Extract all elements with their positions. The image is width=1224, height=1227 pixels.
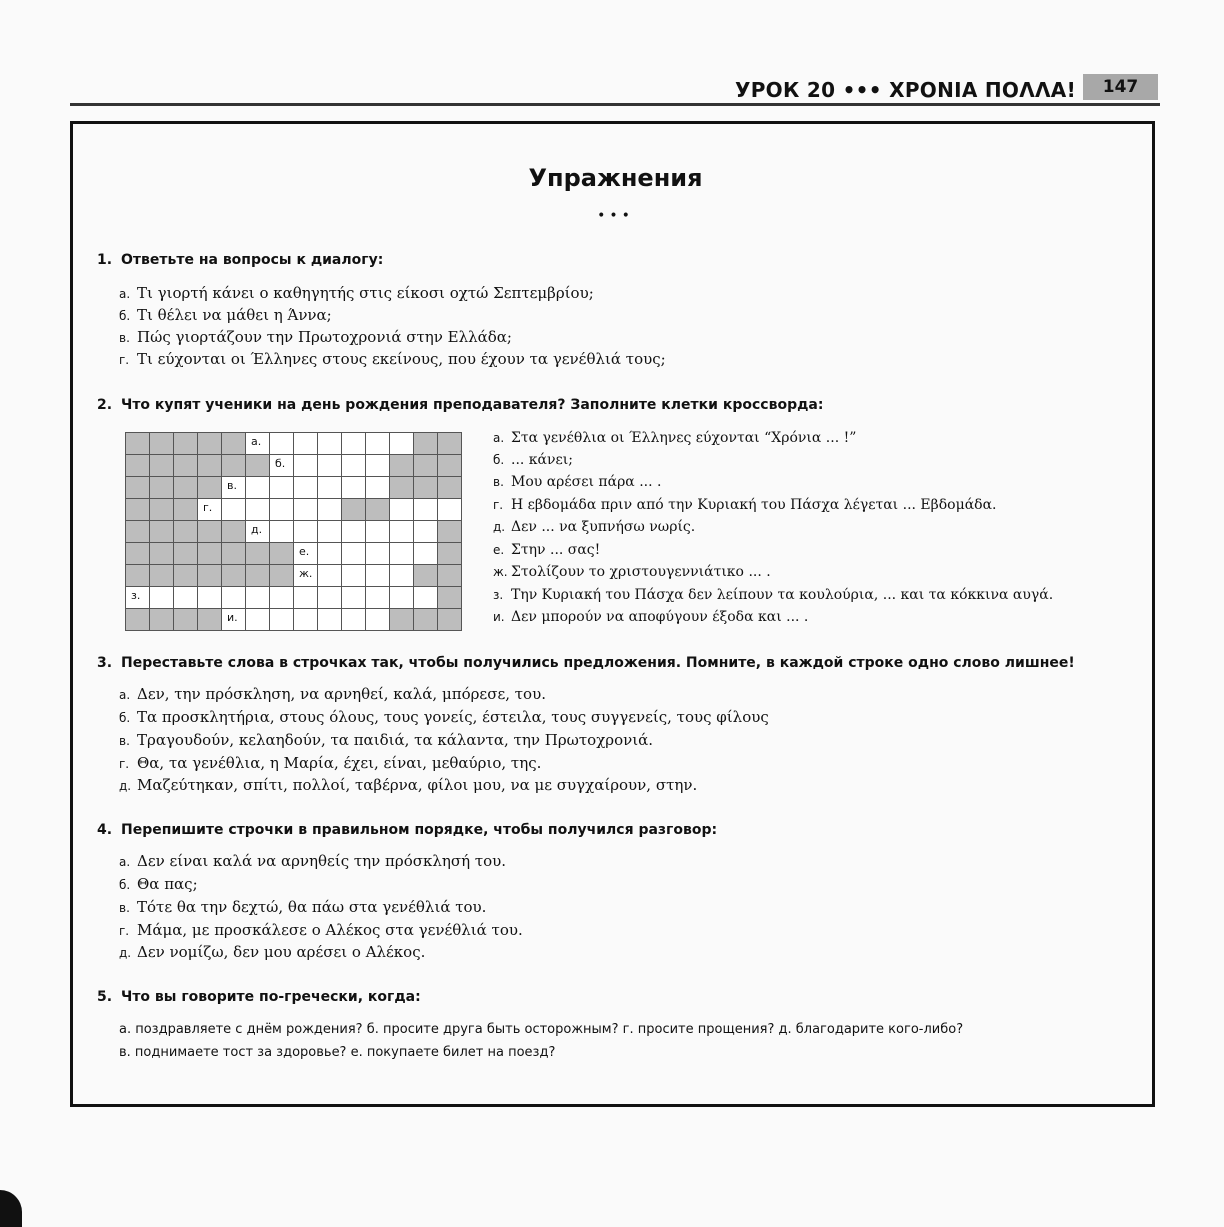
ex5-heading bbox=[97, 989, 421, 1005]
ex2-heading bbox=[97, 397, 823, 413]
crossword-cell[interactable]: д. bbox=[246, 521, 270, 543]
clue-item: и. Δεν μπορούν να αποφύγουν έξοδα και ... . bbox=[493, 609, 809, 625]
exercise-box bbox=[70, 121, 1155, 1107]
ex4-item: в. Τότε θα την δεχτώ, θα πάω στα γενέθλιά του. bbox=[119, 898, 487, 916]
ex2-title: Что купят ученики на день рождения преподавателя? Заполните клетки кроссворда: bbox=[121, 397, 824, 413]
crossword-grid bbox=[125, 432, 462, 631]
ex4-heading bbox=[97, 822, 717, 838]
crossword-row bbox=[126, 587, 462, 609]
page-corner-shadow bbox=[0, 1190, 22, 1227]
ex1-item: б. Τι θέλει να μάθει η Άννα; bbox=[119, 306, 332, 324]
clue-item: г. Η εβδομάδα πριν από την Κυριακή του Πάσχα λέγεται ... Εβδομάδα. bbox=[493, 497, 997, 513]
ex3-heading bbox=[97, 655, 1075, 671]
ex4-title: Перепишите строчки в правильном порядке, чтобы получился разговор: bbox=[121, 822, 718, 838]
clue-item: з. Την Κυριακή του Πάσχα δεν λείπουν τα κουλούρια, ... και τα κόκκινα αυγά. bbox=[493, 587, 1054, 603]
ex5-number: 5. bbox=[97, 989, 113, 1005]
header-rule bbox=[70, 103, 1160, 106]
crossword-cell[interactable]: б. bbox=[270, 455, 294, 477]
crossword-row bbox=[126, 433, 462, 455]
ex4-item: а. Δεν είναι καλά να αρνηθείς την πρόσκλησή του. bbox=[119, 852, 507, 870]
ex3-item: а. Δεν, την πρόσκληση, να αρνηθεί, καλά, μπόρεσε, του. bbox=[119, 685, 546, 703]
ex5-title: Что вы говорите по-гречески, когда: bbox=[121, 989, 421, 1005]
ex4-number: 4. bbox=[97, 822, 113, 838]
clue-item: а. Στα γενέθλια οι Έλληνες εύχονται “Χρόνια ... !” bbox=[493, 430, 857, 446]
ex3-item: б. Τα προσκλητήρια, στους όλους, τους γονείς, έστειλα, τους συγγενείς, τους φίλους bbox=[119, 708, 769, 726]
ex1-title: Ответьте на вопросы к диалогу: bbox=[121, 252, 384, 268]
crossword-cell[interactable]: е. bbox=[294, 543, 318, 565]
crossword-row bbox=[126, 543, 462, 565]
ex1-number: 1. bbox=[97, 252, 113, 268]
lesson-title: УРОК 20 ••• ΧΡΟΝΙΑ ΠΟΛΛΑ! bbox=[735, 78, 1076, 102]
crossword-row bbox=[126, 455, 462, 477]
page-number: 147 bbox=[1083, 74, 1158, 100]
ex4-item: б. Θα πας; bbox=[119, 875, 198, 893]
ex3-title: Переставьте слова в строчках так, чтобы получились предложения. Помните, в каждой строке одно слово лишнее! bbox=[121, 655, 1075, 671]
ex5-line: в. поднимаете тост за здоровье? е. покупаете билет на поезд? bbox=[119, 1045, 556, 1060]
ex4-item: д. Δεν νομίζω, δεν μου αρέσει ο Αλέκος. bbox=[119, 943, 426, 961]
crossword-row bbox=[126, 499, 462, 521]
ex3-item: г. Θα, τα γενέθλια, η Μαρία, έχει, είναι, μεθαύριο, της. bbox=[119, 754, 542, 772]
ex3-item: д. Μαζεύτηκαν, σπίτι, πολλοί, ταβέρνα, φίλοι μου, να με συγχαίρουν, στην. bbox=[119, 776, 698, 794]
crossword-row bbox=[126, 565, 462, 587]
crossword-cell[interactable]: и. bbox=[222, 609, 246, 631]
ex4-item: г. Μάμα, με προσκάλεσε ο Αλέκος στα γενέθλιά του. bbox=[119, 921, 523, 939]
clue-item: ж. Στολίζουν το χριστουγεννιάτικο ... . bbox=[493, 564, 771, 580]
clue-item: в. Μου αρέσει πάρα ... . bbox=[493, 474, 662, 490]
ex3-item: в. Τραγουδούν, κελαηδούν, τα παιδιά, τα κάλαντα, την Πρωτοχρονιά. bbox=[119, 731, 654, 749]
clue-item: е. Στην ... σας! bbox=[493, 542, 601, 558]
crossword-cell[interactable]: з. bbox=[126, 587, 150, 609]
crossword-cell[interactable]: ж. bbox=[294, 565, 318, 587]
section-dots: ••• bbox=[597, 208, 634, 224]
ex1-item: в. Πώς γιορτάζουν την Πρωτοχρονιά στην Ελλάδα; bbox=[119, 328, 512, 346]
ex1-item: г. Τι εύχονται οι Έλληνες στους εκείνους, που έχουν τα γενέθλιά τους; bbox=[119, 350, 666, 368]
clue-item: д. Δεν ... να ξυπνήσω νωρίς. bbox=[493, 519, 696, 535]
clue-item: б. ... κάνει; bbox=[493, 452, 573, 468]
ex1-heading bbox=[97, 252, 383, 268]
crossword-row bbox=[126, 609, 462, 631]
crossword-cell[interactable]: в. bbox=[222, 477, 246, 499]
ex2-number: 2. bbox=[97, 397, 113, 413]
section-title: Упражнения bbox=[528, 164, 703, 192]
ex5-line: а. поздравляете с днём рождения? б. просите друга быть осторожным? г. просите прощения? д. благодарите кого-либо? bbox=[119, 1022, 964, 1037]
ex3-number: 3. bbox=[97, 655, 113, 671]
crossword-row bbox=[126, 477, 462, 499]
crossword-cell[interactable]: а. bbox=[246, 433, 270, 455]
page-header bbox=[0, 72, 1224, 112]
ex1-item: а. Τι γιορτή κάνει ο καθηγητής στις είκοσι οχτώ Σεπτεμβρίου; bbox=[119, 284, 594, 302]
crossword-cell[interactable]: г. bbox=[198, 499, 222, 521]
crossword-row bbox=[126, 521, 462, 543]
